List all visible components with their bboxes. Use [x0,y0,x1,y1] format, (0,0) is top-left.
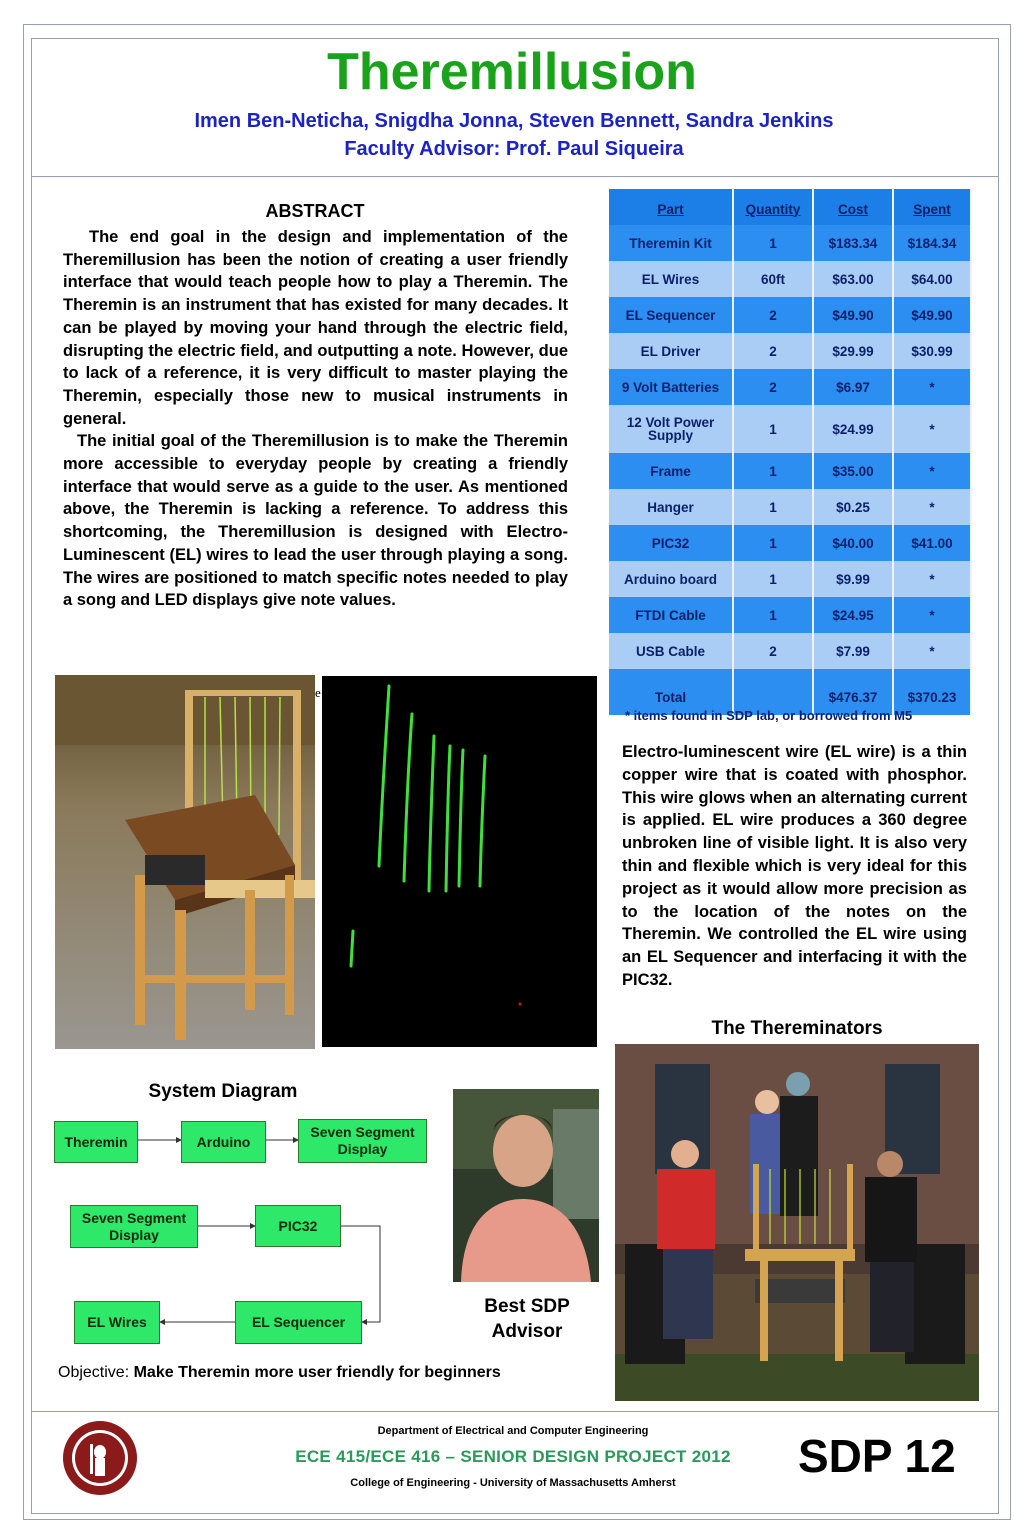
table-cell: 2 [733,369,813,405]
table-cell: 1 [733,405,813,453]
sdp-number: SDP 12 [798,1430,956,1482]
table-row [609,261,971,297]
diagram-box-theremin: Theremin [54,1121,138,1163]
table-row [609,225,971,261]
table-cell: $24.99 [813,405,893,453]
table-cell: $476.37 [813,669,893,715]
table-cell: * [893,453,971,489]
table-cell: PIC32 [609,525,733,561]
abstract-body [63,226,568,612]
table-cell: $63.00 [813,261,893,297]
table-row [609,405,971,453]
table-cell: 1 [733,561,813,597]
table-cell: $7.99 [813,633,893,669]
table-cell: $29.99 [813,333,893,369]
faculty-advisor-line: Faculty Advisor: Prof. Paul Siqueira [344,138,684,160]
table-row [609,297,971,333]
table-row [609,525,971,561]
table-cell: $0.25 [813,489,893,525]
table-cell: $9.99 [813,561,893,597]
table-header-cell: Spent [893,189,971,225]
team-photo [615,1044,979,1401]
diagram-box-pic32: PIC32 [255,1205,341,1247]
theremin-table-photo [55,675,315,1049]
objective-text: Make Theremin more user friendly for beginners [133,1364,501,1381]
table-cell: $64.00 [893,261,971,297]
table-cell: 1 [733,597,813,633]
table-cell: $35.00 [813,453,893,489]
el-wire-description: Electro-luminescent wire (EL wire) is a thin copper wire that is coated with phosphor. This wire glows when an alternating current is applied. EL wire produces a 360 degree unbroken line of visible light. It is also very thin and flexible which is very ideal for this project as it would allow more precision as to the location of the notes on the Theremin. We controlled the EL wire using an EL Sequencer and interfacing it with the PIC32. [622,743,967,989]
authors-line: Imen Ben-Neticha, Snigdha Jonna, Steven Bennett, Sandra Jenkins [194,110,834,132]
table-row [609,633,971,669]
table-cell: * [893,369,971,405]
table-cell: Arduino board [609,561,733,597]
advisor-photo [453,1089,599,1282]
department-name: Department of Electrical and Computer Engineering [377,1425,649,1437]
abstract-heading: ABSTRACT [265,201,365,221]
diagram-box-el-sequencer: EL Sequencer [235,1301,362,1344]
table-cell: $41.00 [893,525,971,561]
table-cell: 2 [733,297,813,333]
table-cell: 12 Volt Power Supply [609,405,733,453]
diagram-box-arduino: Arduino [181,1121,266,1163]
table-cell: 60ft [733,261,813,297]
table-cell: Frame [609,453,733,489]
table-cell: $184.34 [893,225,971,261]
table-row [609,489,971,525]
table-cell: * [893,633,971,669]
table-cell: $30.99 [893,333,971,369]
table-cell: $40.00 [813,525,893,561]
table-cell: * [893,597,971,633]
table-cell: $49.90 [813,297,893,333]
table-footnote: * items found in SDP lab, or borrowed from M5 [625,708,913,723]
table-row [609,369,971,405]
diagram-box-el-wires: EL Wires [74,1301,160,1344]
table-cell: 1 [733,453,813,489]
table-cell: * [893,561,971,597]
table-cell: $370.23 [893,669,971,715]
table-header-cell: Cost [813,189,893,225]
table-row [609,333,971,369]
advisor-caption: Best SDP Advisor [484,1296,570,1342]
table-cell: $24.95 [813,597,893,633]
table-header-cell: Part [609,189,733,225]
table-cell: 1 [733,525,813,561]
table-cell: EL Wires [609,261,733,297]
table-cell: USB Cable [609,633,733,669]
diagram-box-seven-segment: Seven Segment Display [70,1205,198,1248]
table-cell: 9 Volt Batteries [609,369,733,405]
course-title: ECE 415/ECE 416 – SENIOR DESIGN PROJECT 2012 [295,1447,731,1466]
table-row [609,597,971,633]
table-cell: $6.97 [813,369,893,405]
table-cell: Hanger [609,489,733,525]
objective-label: Objective: [58,1364,130,1381]
stray-character: e [315,685,321,700]
abstract-paragraph-1: The end goal in the design and implementation of the Theremillusion has been the notion of creating a user friendly interface that would teach people how to play a Theremin. The Theremin is an instrument that has existed for many decades. It can be played by moving your hand through the electric field, disrupting the electric field, and outputting a note. However, due to lack of a reference, it is very difficult to master playing the Theremin, especially those new to musical instruments in general. [63,228,568,428]
table-row [609,453,971,489]
table-cell: * [893,489,971,525]
diagram-box-seven-segment: Seven Segment Display [298,1119,427,1163]
table-cell: 1 [733,489,813,525]
objective-line [58,1364,501,1382]
table-cell: Total [609,669,733,715]
poster-title: Theremillusion [327,43,697,101]
table-cell: 2 [733,333,813,369]
table-cell: Theremin Kit [609,225,733,261]
abstract-paragraph-2: The initial goal of the Theremillusion is to make the Theremin more accessible to everyday people by creating a friendly interface that would serve as a guide to the user. As mentioned above, the Theremin is lacking a reference. To address this shortcoming, the Theremillusion is designed with Electro-Luminescent (EL) wires to lead the user through playing a song. The wires are positioned to match specific notes needed to play a song and LED displays give note values. [63,432,568,610]
college-name: College of Engineering - University of Massachusetts Amherst [350,1477,676,1489]
table-cell: EL Sequencer [609,297,733,333]
table-cell: 1 [733,225,813,261]
footer-divider [31,1411,999,1412]
umass-seal-logo [62,1420,138,1496]
parts-cost-table [609,189,972,715]
system-diagram-heading: System Diagram [148,1081,298,1102]
table-header-cell: Quantity [733,189,813,225]
table-cell: FTDI Cable [609,597,733,633]
header-divider [31,176,999,177]
table-row [609,561,971,597]
table-cell: * [893,405,971,453]
el-wires-glowing-photo [322,676,597,1047]
table-cell: 2 [733,633,813,669]
table-cell: EL Driver [609,333,733,369]
table-header-row [609,189,971,225]
team-heading: The Thereminators [711,1018,883,1039]
table-cell: $49.90 [893,297,971,333]
table-cell: $183.34 [813,225,893,261]
